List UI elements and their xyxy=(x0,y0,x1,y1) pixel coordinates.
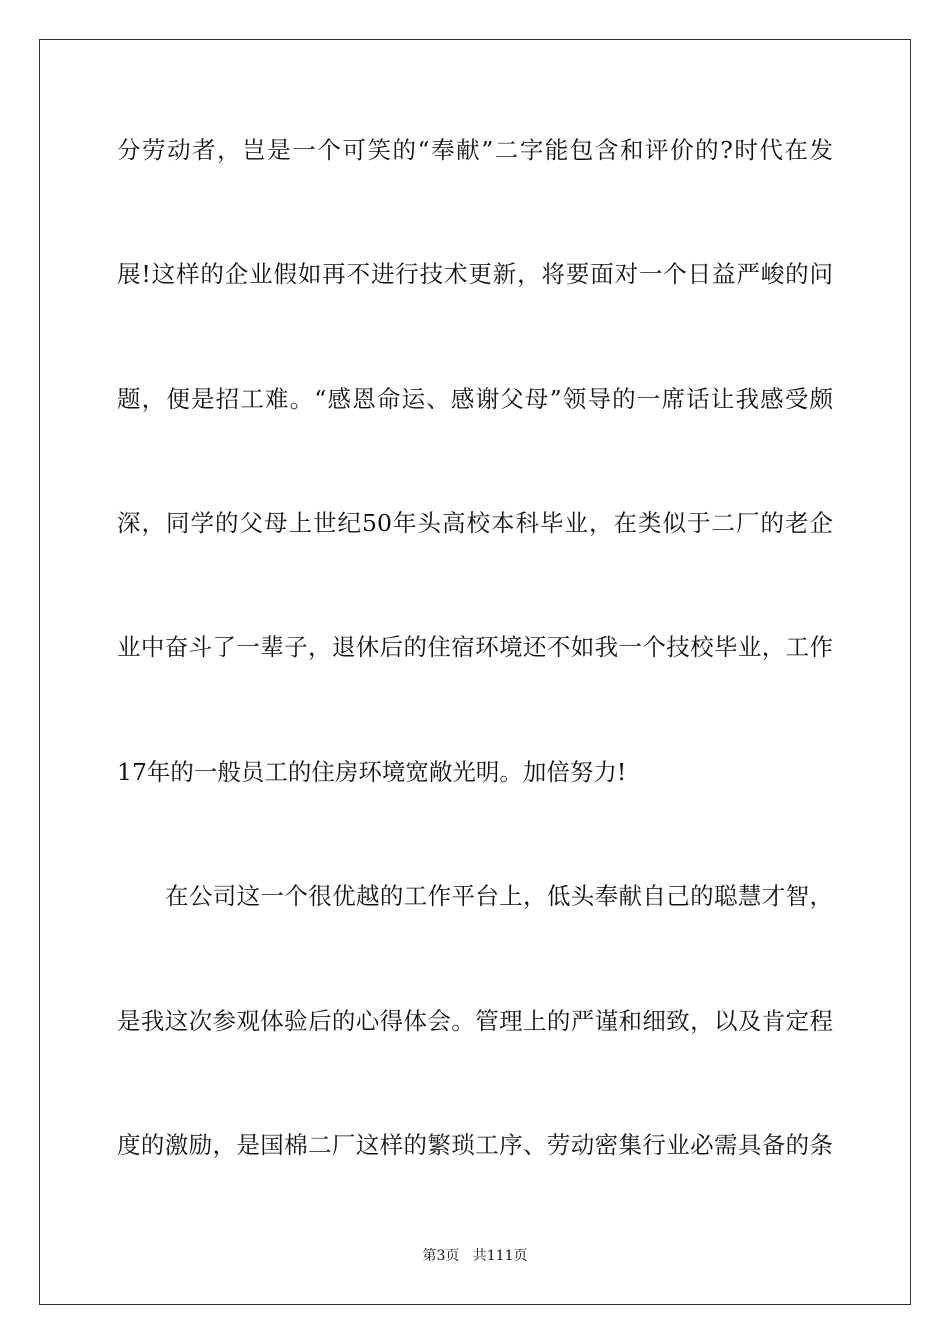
text-line-3: 题，便是招工难。“感恩命运、感谢父母”领导的一席话让我感受颇 xyxy=(117,385,833,413)
text-line-4: 深，同学的父母上世纪50年头高校本科毕业，在类似于二厂的老企 xyxy=(117,509,833,537)
page-border xyxy=(39,39,911,1305)
text-line-1: 分劳动者，岂是一个可笑的“奉献”二字能包含和评价的?时代在发 xyxy=(117,136,833,164)
text-line-2: 展!这样的企业假如再不进行技术更新，将要面对一个日益严峻的问 xyxy=(117,260,833,288)
page-number-footer: 第3页 共111页 xyxy=(422,1248,528,1264)
text-line-7: 在公司这一个很优越的工作平台上，低头奉献自己的聪慧才智， xyxy=(165,882,833,910)
text-line-8: 是我这次参观体验后的心得体会。管理上的严谨和细致，以及肯定程 xyxy=(117,1007,833,1035)
text-line-5: 业中奋斗了一辈子，退休后的住宿环境还不如我一个技校毕业，工作 xyxy=(117,633,833,661)
text-line-6: 17年的一般员工的住房环境宽敞光明。加倍努力! xyxy=(117,758,627,786)
text-line-9: 度的激励，是国棉二厂这样的繁琐工序、劳动密集行业必需具备的条 xyxy=(117,1131,833,1159)
